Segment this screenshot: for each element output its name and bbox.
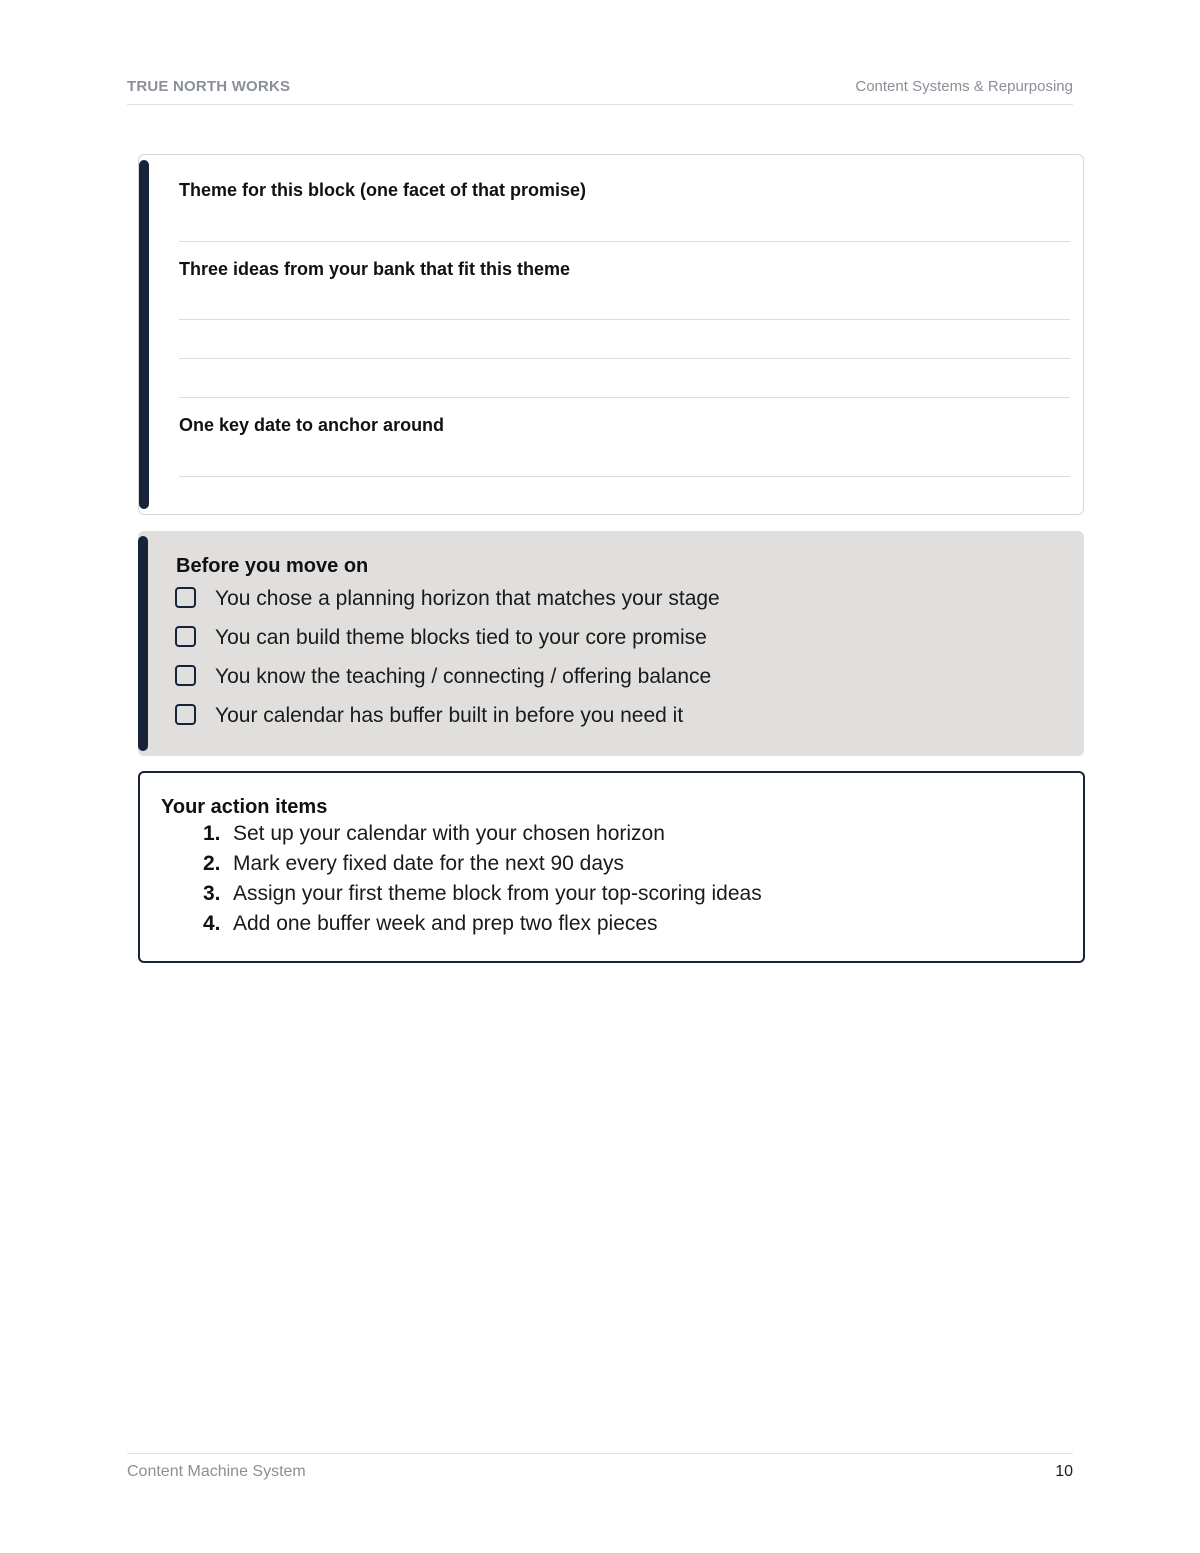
accent-bar xyxy=(139,160,149,509)
checklist-item-text: You can build theme blocks tied to your core promise xyxy=(215,626,707,649)
checkbox-icon[interactable] xyxy=(175,587,196,608)
section-title: Content Systems & Repurposing xyxy=(855,78,1073,95)
write-line-idea-3[interactable] xyxy=(179,397,1070,398)
checklist-item[interactable] xyxy=(175,585,1055,615)
action-item-number: 3. xyxy=(203,882,221,905)
page-number: 10 xyxy=(1055,1463,1073,1480)
page-footer xyxy=(127,1453,1073,1484)
field-label-ideas: Three ideas from your bank that fit this theme xyxy=(179,259,571,279)
checklist-title: Before you move on xyxy=(176,555,369,577)
action-item-text: Add one buffer week and prep two flex pieces xyxy=(233,912,658,935)
accent-bar xyxy=(138,536,148,751)
action-item xyxy=(203,912,1063,940)
checkbox-icon[interactable] xyxy=(175,665,196,686)
action-item-text: Set up your calendar with your chosen horizon xyxy=(233,822,665,845)
write-line-idea-1[interactable] xyxy=(179,319,1070,320)
action-item-number: 4. xyxy=(203,912,221,935)
checklist-item-text: You know the teaching / connecting / offering balance xyxy=(215,665,712,688)
checklist-item-text: You chose a planning horizon that matches your stage xyxy=(215,587,720,610)
action-items-title: Your action items xyxy=(161,796,328,818)
action-item xyxy=(203,822,1063,850)
write-line-key-date[interactable] xyxy=(179,476,1070,477)
brand-name: TRUE NORTH WORKS xyxy=(127,78,291,95)
write-line-theme[interactable] xyxy=(179,241,1070,242)
action-item-text: Assign your first theme block from your top-scoring ideas xyxy=(233,882,762,905)
checklist-item[interactable] xyxy=(175,624,1055,654)
action-item-number: 1. xyxy=(203,822,221,845)
field-label-key-date: One key date to anchor around xyxy=(179,415,445,435)
checkbox-icon[interactable] xyxy=(175,626,196,647)
page-header xyxy=(127,76,1073,105)
action-item-text: Mark every fixed date for the next 90 days xyxy=(233,852,625,875)
action-item-number: 2. xyxy=(203,852,221,875)
checklist-item[interactable] xyxy=(175,702,1055,732)
action-items-card xyxy=(138,771,1085,963)
field-label-theme: Theme for this block (one facet of that promise) xyxy=(179,180,587,200)
checklist-card xyxy=(138,531,1084,756)
checklist-item-text: Your calendar has buffer built in before you need it xyxy=(215,704,684,727)
action-item xyxy=(203,852,1063,880)
worksheet-card xyxy=(138,154,1084,515)
document-title: Content Machine System xyxy=(127,1463,306,1480)
checkbox-icon[interactable] xyxy=(175,704,196,725)
write-line-idea-2[interactable] xyxy=(179,358,1070,359)
action-item xyxy=(203,882,1063,910)
checklist-item[interactable] xyxy=(175,663,1055,693)
